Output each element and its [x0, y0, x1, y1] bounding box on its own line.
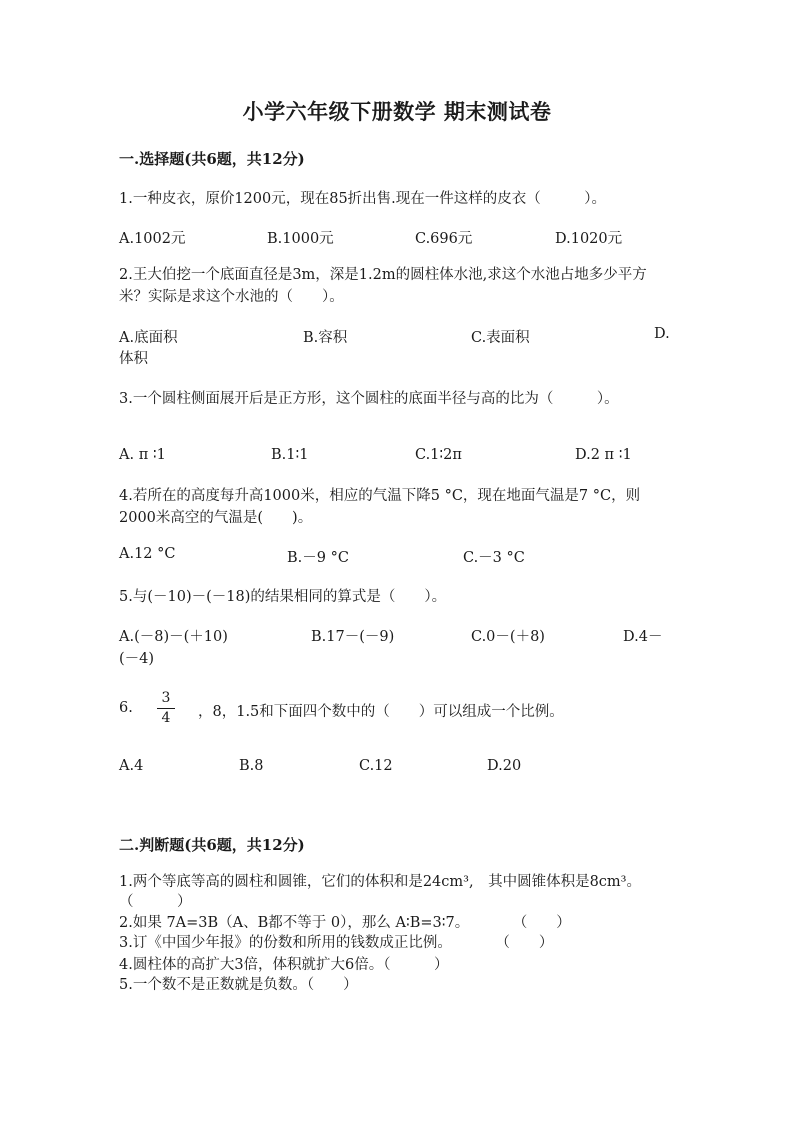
q4-option-a: A.12 °C: [119, 546, 176, 562]
question-3: 3.一个圆柱侧面展开后是正方形，这个圆柱的底面半径与高的比为（ ）。: [119, 391, 619, 407]
q5-option-b: B.17－(－9): [311, 629, 395, 645]
question-6-fraction: [155, 690, 177, 727]
q2-option-a: A.底面积: [119, 330, 178, 346]
judgement-item-5: 5.一个数不是正数就是负数。（ ）: [119, 977, 358, 993]
question-1: 1.一种皮衣，原价1200元，现在85折出售.现在一件这样的皮衣（ ）。: [119, 191, 607, 207]
q1-option-b: B.1000元: [267, 231, 334, 247]
q3-option-a: A. π ∶1: [119, 447, 166, 463]
page-title: 小学六年级下册数学 期末测试卷: [242, 99, 552, 124]
q3-option-b: B.1∶1: [271, 447, 309, 463]
q6-option-d: D.20: [487, 758, 522, 774]
q4-option-b: B.－9 °C: [287, 550, 349, 566]
question-5: 5.与(－10)－(－18)的结果相同的算式是（ ）。: [119, 589, 447, 605]
q6-option-a: A.4: [119, 758, 144, 774]
q1-option-d: D.1020元: [555, 231, 623, 247]
fraction-denominator: 4: [161, 710, 171, 726]
question-2: 2.王大伯挖一个底面直径是3m，深是1.2m的圆柱体水池,求这个水池占地多少平方米？实际是求这个水池的（ ）。: [119, 267, 647, 305]
q6-option-c: C.12: [359, 758, 393, 774]
q4-option-c: C.－3 °C: [463, 550, 525, 566]
q1-option-a: A.1002元: [119, 231, 186, 247]
q5-option-c: C.0－(＋8): [471, 629, 545, 645]
q3-option-c: C.1∶2π: [415, 447, 462, 463]
judgement-item-3: 3.订《中国少年报》的份数和所用的钱数成正比例。 （ ）: [119, 935, 554, 951]
q5-option-d-continued: (－4): [119, 651, 155, 667]
q3-option-d: D.2 π ∶1: [575, 447, 632, 463]
judgement-item-4: 4.圆柱体的高扩大3倍，体积就扩大6倍。（ ）: [119, 957, 449, 973]
section-heading-judgement: 二.判断题(共6题，共12分): [119, 836, 305, 854]
q5-option-a: A.(－8)－(＋10): [119, 629, 228, 645]
question-6-text: ，8，1.5和下面四个数中的（ ）可以组成一个比例。: [198, 704, 564, 720]
q5-option-d: D.4－: [623, 629, 663, 645]
q2-option-d-continued: 体积: [119, 351, 148, 367]
question-6-number: 6.: [119, 700, 133, 716]
question-4: 4.若所在的高度每升高1000米，相应的气温下降5 °C，现在地面气温是7 °C，则2000米高空的气温是( )。: [119, 488, 641, 526]
q2-option-b: B.容积: [303, 330, 348, 346]
fraction-bar: [157, 708, 175, 709]
q2-option-c: C.表面积: [471, 330, 530, 346]
q2-option-d: D.: [654, 326, 670, 342]
judgement-item-2: 2.如果 7A=3B（A、B都不等于 0），那么 A∶B=3∶7。 （ ）: [119, 915, 571, 931]
section-heading-choice: 一.选择题(共6题，共12分): [119, 150, 305, 168]
q6-option-b: B.8: [239, 758, 264, 774]
judgement-item-1: 1.两个等底等高的圆柱和圆锥，它们的体积和是24cm³, 其中圆锥体积是8cm³。（ ）: [119, 874, 641, 910]
q1-option-c: C.696元: [415, 231, 473, 247]
fraction-numerator: 3: [161, 690, 171, 706]
